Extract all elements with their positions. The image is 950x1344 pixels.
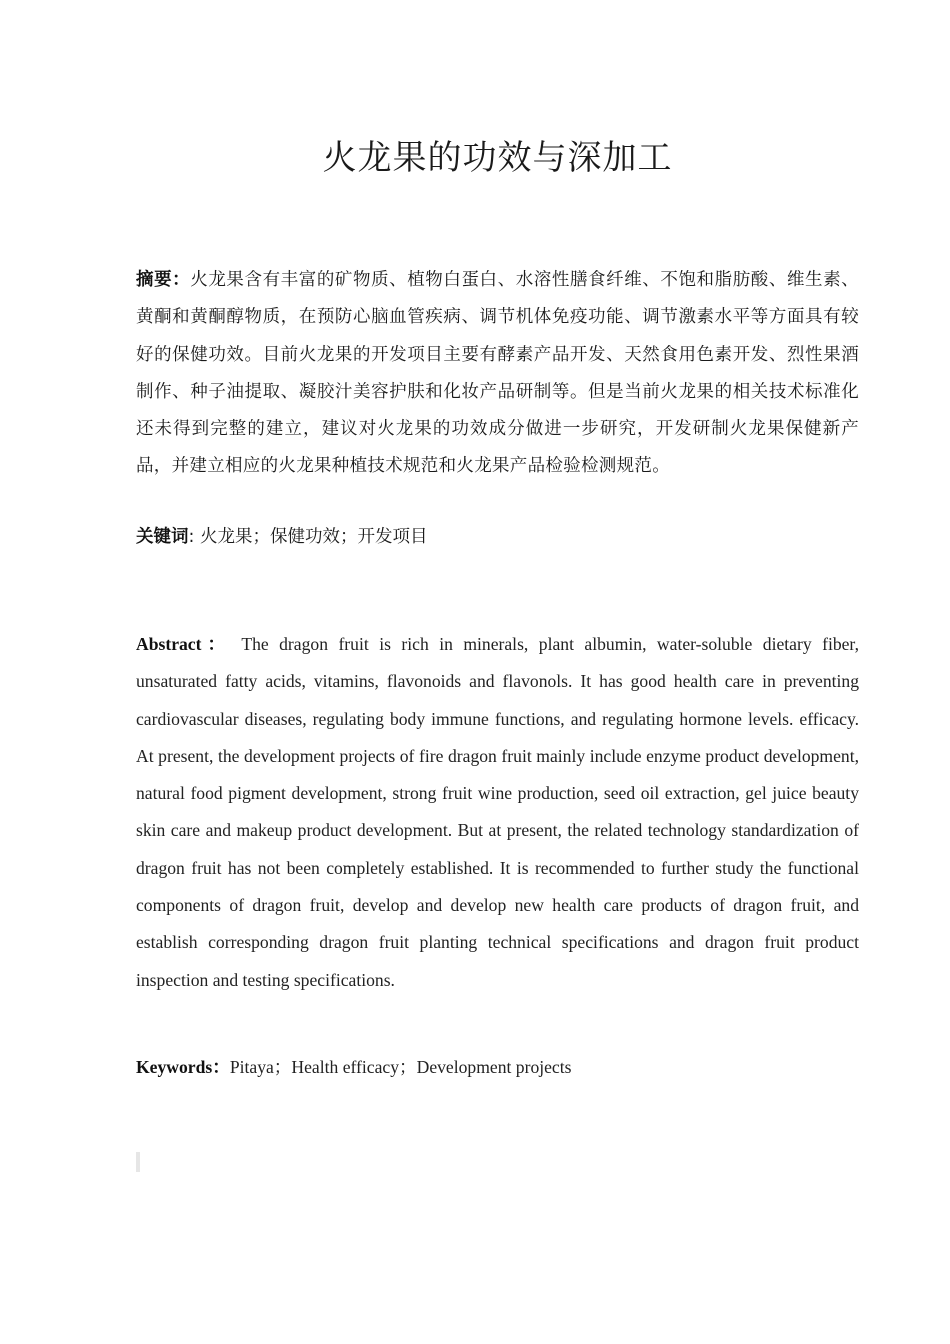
english-abstract xyxy=(136,626,859,999)
english-keywords-text: Pitaya；Health efficacy；Development projects xyxy=(229,1057,572,1077)
english-abstract-label: Abstract： xyxy=(136,634,232,654)
chinese-keywords-text: : 火龙果；保健功效；开发项目 xyxy=(188,527,428,547)
chinese-abstract-text: 火龙果含有丰富的矿物质、植物白蛋白、水溶性膳食纤维、不饱和脂肪酸、维生素、黄酮和黄酮醇物质，在预防心脑血管疾病、调节机体免疫功能、调节激素水平等方面具有较好的保健功效。目前火龙果的开发项目主要有酵素产品开发、天然食用色素开发、烈性果酒制作、种子油提取、凝胶汁美容护肤和化妆产品研制等。但是当前火龙果的相关技术标准化还未得到完整的建立，建议对火龙果的功效成分做进一步研究，开发研制火龙果保健新产品，并建立相应的火龙果种植技术规范和火龙果产品检验检测规范。 xyxy=(136,270,859,477)
english-keywords-label: Keywords： xyxy=(136,1057,230,1077)
english-keywords xyxy=(136,1052,859,1082)
english-abstract-text: The dragon fruit is rich in minerals, plant albumin, water-soluble dietary fiber, unsaturated fatty acids, vitamins, flavonoids and flavonols. It has good health care in preventing cardiovascular diseases, regulating body immune functions, and regulating hormone levels. efficacy. At present, the development projects of fire dragon fruit mainly include enzyme product development, natural food pigment development, strong fruit wine production, seed oil extraction, gel juice beauty skin care and makeup product development. But at present, the related technology standardization of dragon fruit has not been completely established. It is recommended to further study the functional components of dragon fruit, develop and develop new health care products of dragon fruit, and establish corresponding dragon fruit planting technical specifications and dragon fruit product inspection and testing specifications. xyxy=(136,634,859,990)
chinese-keywords-label: 关键词 xyxy=(136,527,189,547)
chinese-keywords xyxy=(136,522,859,552)
chinese-abstract xyxy=(136,262,859,486)
chinese-abstract-label: 摘要： xyxy=(136,270,191,290)
text-cursor-marker xyxy=(136,1152,140,1172)
paper-title: 火龙果的功效与深加工 xyxy=(322,138,673,178)
